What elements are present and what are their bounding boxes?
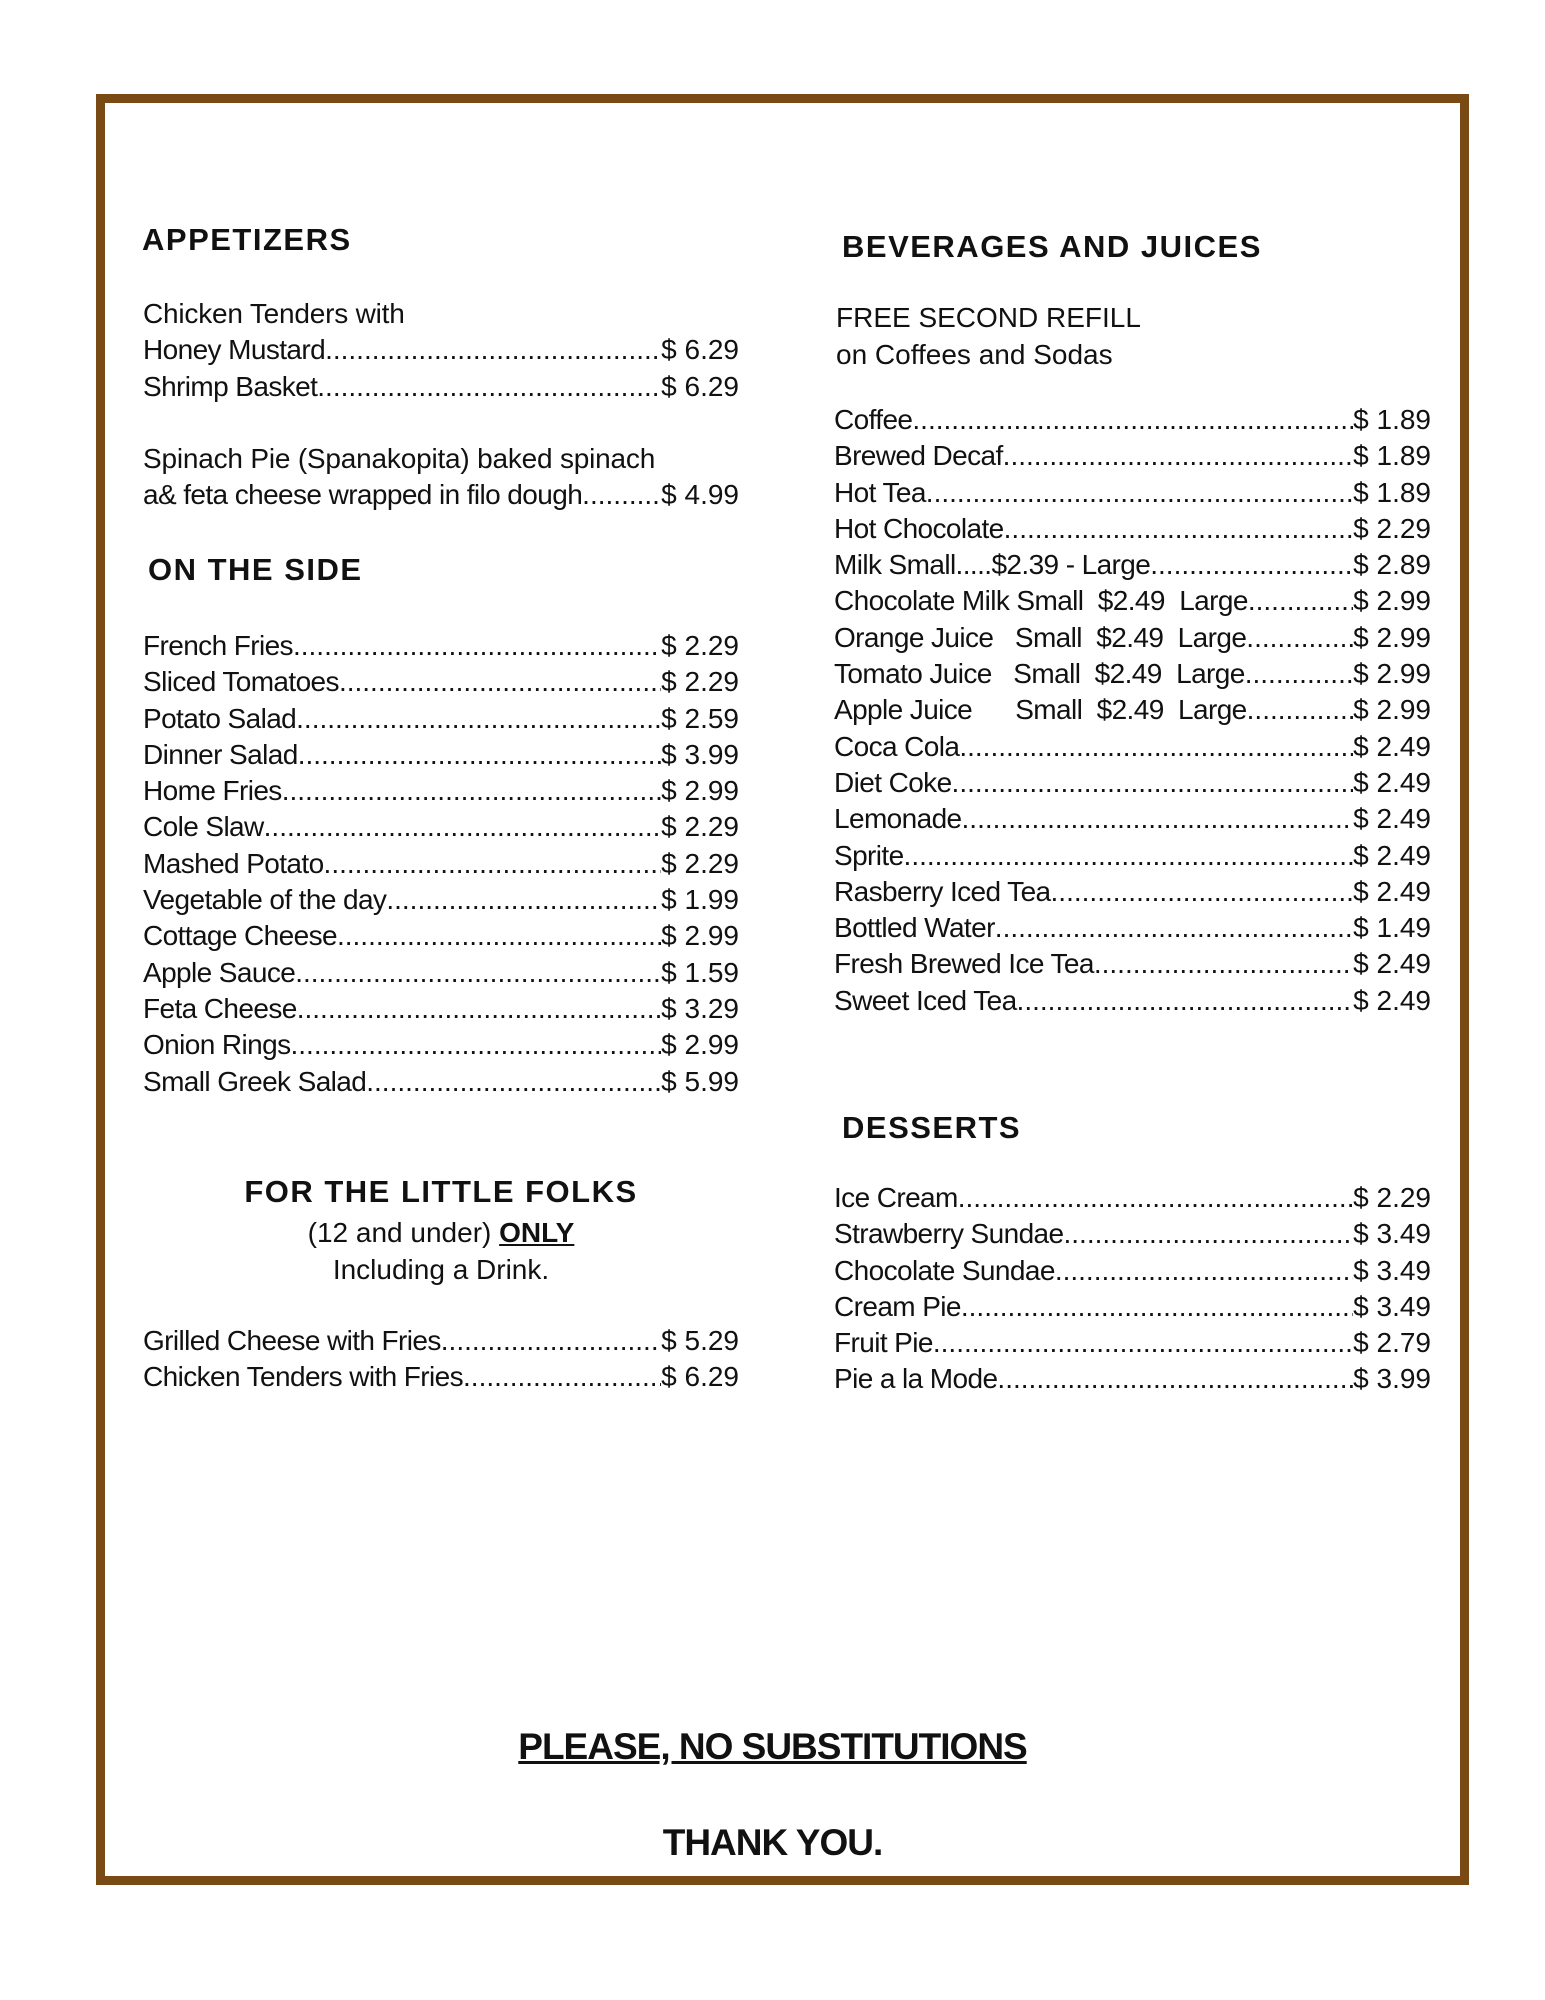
menu-item-name: Strawberry Sundae bbox=[834, 1218, 1064, 1250]
menu-item-name: Apple Sauce bbox=[143, 956, 296, 988]
dot-leader bbox=[933, 1325, 1353, 1361]
drink-note: Including a Drink. bbox=[332, 1254, 550, 1285]
menu-item bbox=[834, 838, 1431, 874]
beverages-heading: BEVERAGES AND JUICES bbox=[842, 229, 1262, 264]
menu-item-name: a& feta cheese wrapped in filo dough bbox=[143, 479, 583, 511]
appetizers-heading: APPETIZERS bbox=[142, 222, 352, 257]
on-the-side-heading: ON THE SIDE bbox=[148, 552, 363, 587]
menu-item bbox=[834, 438, 1431, 474]
menu-item-price: $ 2.29 bbox=[661, 630, 739, 661]
dot-leader bbox=[959, 729, 1353, 765]
dot-leader bbox=[1094, 946, 1353, 982]
menu-item bbox=[143, 477, 739, 513]
menu-item bbox=[834, 547, 1431, 583]
menu-item bbox=[143, 1359, 739, 1395]
menu-item-name: Onion Rings bbox=[143, 1029, 291, 1061]
dot-leader bbox=[952, 765, 1354, 801]
menu-item-price: $ 1.89 bbox=[1353, 440, 1431, 472]
menu-item-name: Brewed Decaf bbox=[834, 440, 1003, 472]
menu-item-price: $ 2.29 bbox=[661, 847, 739, 879]
dot-leader bbox=[264, 809, 661, 845]
menu-item bbox=[143, 701, 739, 737]
menu-item-price: $ 2.49 bbox=[1353, 766, 1431, 798]
menu-item-price: $ 6.29 bbox=[661, 370, 739, 402]
menu-item-price: $ 2.49 bbox=[1353, 984, 1431, 1016]
menu-item-name: Chocolate Milk Small $2.49 Large bbox=[834, 585, 1248, 617]
menu-item bbox=[834, 656, 1431, 692]
menu-item-name: Chocolate Sundae bbox=[834, 1254, 1055, 1286]
menu-item bbox=[834, 729, 1431, 765]
menu-item-price: $ 2.29 bbox=[1353, 512, 1431, 544]
menu-item-price: $ 3.99 bbox=[661, 738, 739, 770]
menu-item-name: Rasberry Iced Tea bbox=[834, 875, 1051, 907]
menu-item-price: $ 3.49 bbox=[1353, 1290, 1431, 1322]
dot-leader bbox=[1055, 1253, 1353, 1289]
menu-item bbox=[143, 628, 739, 664]
dot-leader bbox=[1004, 511, 1354, 547]
menu-item bbox=[834, 1325, 1431, 1361]
menu-item-price: $ 2.99 bbox=[661, 775, 739, 807]
menu-item-name: Cottage Cheese bbox=[143, 920, 337, 952]
menu-item-name: Vegetable of the day bbox=[143, 884, 387, 916]
thank-you-text: THANK YOU. bbox=[662, 1822, 883, 1863]
age-note: (12 and under) bbox=[307, 1217, 500, 1248]
refill-line: on Coffees and Sodas bbox=[836, 339, 1113, 370]
dot-leader bbox=[1063, 1216, 1353, 1252]
menu-item bbox=[143, 918, 739, 954]
menu-item-name: Fruit Pie bbox=[834, 1327, 933, 1359]
menu-item-price: $ 2.99 bbox=[661, 1029, 739, 1061]
menu-item-price: $ 1.49 bbox=[1353, 912, 1431, 944]
menu-item-price: $ 2.49 bbox=[1353, 875, 1431, 907]
desserts-list bbox=[834, 1180, 1431, 1398]
menu-item-name: Pie a la Mode bbox=[834, 1363, 998, 1395]
menu-item bbox=[143, 1064, 739, 1100]
appetizers-list bbox=[143, 296, 739, 513]
menu-item-price: $ 3.99 bbox=[1353, 1363, 1431, 1395]
menu-item-name: Grilled Cheese with Fries bbox=[143, 1325, 441, 1356]
menu-item-name: Potato Salad bbox=[143, 702, 297, 734]
menu-item-name: Coffee bbox=[834, 404, 913, 435]
menu-item bbox=[143, 809, 739, 845]
dot-leader bbox=[1248, 583, 1353, 619]
dot-leader bbox=[995, 910, 1353, 946]
dot-leader bbox=[1245, 656, 1353, 692]
menu-item-name: Sprite bbox=[834, 839, 904, 871]
dot-leader bbox=[1051, 874, 1354, 910]
menu-item bbox=[834, 402, 1431, 438]
menu-item-price: $ 1.59 bbox=[661, 956, 739, 988]
menu-item bbox=[143, 1027, 739, 1063]
menu-item bbox=[834, 1216, 1431, 1252]
menu-item-price: $ 2.99 bbox=[1353, 585, 1431, 617]
menu-item-name: Honey Mustard bbox=[143, 334, 326, 366]
menu-item-price: $ 2.29 bbox=[661, 666, 739, 698]
dot-leader bbox=[296, 701, 661, 737]
dot-leader bbox=[325, 332, 661, 368]
menu-item-name: Bottled Water bbox=[834, 912, 995, 944]
menu-item-name: Small Greek Salad bbox=[143, 1065, 367, 1097]
dot-leader bbox=[293, 628, 661, 664]
little-folks-heading: FOR THE LITTLE FOLKS bbox=[244, 1174, 638, 1209]
beverages-list bbox=[834, 402, 1431, 1019]
menu-item-name: Tomato Juice Small $2.49 Large bbox=[834, 658, 1245, 690]
menu-item-price: $ 2.99 bbox=[661, 920, 739, 952]
dot-leader bbox=[958, 1180, 1353, 1216]
menu-item-price: $ 3.49 bbox=[1353, 1218, 1431, 1250]
menu-item-price: $ 2.49 bbox=[1353, 948, 1431, 980]
menu-item bbox=[143, 773, 739, 809]
dot-leader bbox=[297, 991, 661, 1027]
menu-item-name: Chicken Tenders with Fries bbox=[143, 1361, 464, 1393]
menu-item-name: Apple Juice Small $2.49 Large bbox=[834, 694, 1247, 726]
menu-item bbox=[143, 991, 739, 1027]
no-substitutions-notice bbox=[0, 1726, 1545, 1768]
menu-item bbox=[834, 511, 1431, 547]
menu-item bbox=[143, 882, 739, 918]
dot-leader bbox=[339, 664, 661, 700]
menu-item-name: Sweet Iced Tea bbox=[834, 984, 1017, 1016]
on-the-side-list bbox=[143, 628, 739, 1100]
refill-note bbox=[836, 299, 1141, 373]
dot-leader bbox=[904, 838, 1354, 874]
menu-item-name: Ice Cream bbox=[834, 1182, 958, 1213]
menu-item-price: $ 2.79 bbox=[1353, 1327, 1431, 1359]
dot-leader bbox=[324, 846, 662, 882]
dot-leader bbox=[926, 475, 1353, 511]
menu-item-price: $ 6.29 bbox=[661, 334, 739, 366]
menu-item-name: Sliced Tomatoes bbox=[143, 666, 339, 698]
dot-leader bbox=[997, 1361, 1353, 1397]
dot-leader bbox=[1003, 438, 1353, 474]
dot-leader bbox=[1017, 983, 1354, 1019]
menu-item-name: Hot Chocolate bbox=[834, 512, 1004, 544]
dot-leader bbox=[1150, 547, 1353, 583]
menu-item bbox=[834, 1361, 1431, 1397]
menu-item-price: $ 2.29 bbox=[1353, 1182, 1431, 1213]
menu-item-price: $ 5.99 bbox=[661, 1065, 739, 1097]
menu-item bbox=[143, 332, 739, 368]
dot-leader bbox=[298, 737, 661, 773]
dot-leader bbox=[295, 955, 661, 991]
refill-line: FREE SECOND REFILL bbox=[836, 302, 1141, 333]
menu-item-price: $ 2.89 bbox=[1353, 549, 1431, 581]
menu-item-price: $ 2.49 bbox=[1353, 839, 1431, 871]
menu-item-name: Orange Juice Small $2.49 Large bbox=[834, 621, 1247, 653]
menu-item bbox=[834, 1289, 1431, 1325]
menu-item-name: Mashed Potato bbox=[143, 847, 324, 879]
menu-item bbox=[834, 946, 1431, 982]
menu-item-price: $ 1.89 bbox=[1353, 404, 1431, 435]
menu-item-price: $ 6.29 bbox=[661, 1361, 739, 1393]
menu-item-name: Fresh Brewed Ice Tea bbox=[834, 948, 1094, 980]
menu-item bbox=[834, 801, 1431, 837]
menu-item-name: Feta Cheese bbox=[143, 992, 297, 1024]
little-folks-list bbox=[143, 1323, 739, 1396]
menu-item-price: $ 1.99 bbox=[661, 884, 739, 916]
menu-item bbox=[834, 1180, 1431, 1216]
menu-item-name: French Fries bbox=[143, 630, 293, 661]
menu-item-price: $ 5.29 bbox=[661, 1325, 739, 1356]
dot-leader bbox=[290, 1027, 661, 1063]
menu-item bbox=[143, 369, 739, 405]
dot-leader bbox=[463, 1359, 661, 1395]
menu-item bbox=[143, 1323, 739, 1359]
menu-item-name-line: Spinach Pie (Spanakopita) baked spinach bbox=[143, 442, 656, 474]
menu-item bbox=[834, 983, 1431, 1019]
menu-item-name: Cream Pie bbox=[834, 1290, 961, 1322]
menu-item-name: Cole Slaw bbox=[143, 811, 264, 843]
menu-item-name: Lemonade bbox=[834, 803, 962, 835]
menu-item bbox=[834, 874, 1431, 910]
menu-item-name: Coca Cola bbox=[834, 730, 960, 762]
menu-item-price: $ 2.49 bbox=[1353, 730, 1431, 762]
menu-item bbox=[834, 910, 1431, 946]
menu-item-name: Shrimp Basket bbox=[143, 370, 318, 402]
dot-leader bbox=[962, 801, 1354, 837]
menu-item-name: Hot Tea bbox=[834, 476, 926, 508]
menu-item bbox=[143, 955, 739, 991]
menu-item bbox=[834, 475, 1431, 511]
menu-item-price: $ 1.89 bbox=[1353, 476, 1431, 508]
menu-item-price: $ 4.99 bbox=[661, 479, 739, 511]
menu-item-price: $ 3.29 bbox=[661, 992, 739, 1024]
dot-leader bbox=[282, 773, 661, 809]
dot-leader bbox=[1246, 620, 1353, 656]
dot-leader bbox=[961, 1289, 1353, 1325]
menu-item bbox=[834, 583, 1431, 619]
desserts-heading: DESSERTS bbox=[842, 1110, 1022, 1145]
menu-item-price: $ 2.29 bbox=[661, 811, 739, 843]
menu-item-name: Diet Coke bbox=[834, 766, 952, 798]
dot-leader bbox=[1247, 692, 1353, 728]
menu-item-price: $ 2.99 bbox=[1353, 694, 1431, 726]
dot-leader bbox=[912, 402, 1353, 438]
menu-item-price: $ 3.49 bbox=[1353, 1254, 1431, 1286]
dot-leader bbox=[317, 369, 661, 405]
dot-leader bbox=[386, 882, 661, 918]
dot-leader bbox=[337, 918, 661, 954]
menu-item bbox=[834, 692, 1431, 728]
menu-item-price: $ 2.99 bbox=[1353, 621, 1431, 653]
menu-item-name: Home Fries bbox=[143, 775, 282, 807]
menu-item-price: $ 2.49 bbox=[1353, 803, 1431, 835]
menu-item bbox=[834, 620, 1431, 656]
dot-leader bbox=[582, 477, 661, 513]
menu-item bbox=[143, 664, 739, 700]
menu-item bbox=[834, 765, 1431, 801]
menu-item bbox=[834, 1253, 1431, 1289]
only-emphasis: ONLY bbox=[499, 1217, 575, 1248]
menu-item bbox=[143, 846, 739, 882]
menu-item-price: $ 2.59 bbox=[661, 702, 739, 734]
menu-item-name-line: Chicken Tenders with bbox=[143, 298, 405, 329]
no-substitutions-text: PLEASE, NO SUBSTITUTIONS bbox=[518, 1726, 1027, 1767]
dot-leader bbox=[441, 1323, 661, 1359]
menu-item-price: $ 2.99 bbox=[1353, 658, 1431, 690]
dot-leader bbox=[366, 1064, 661, 1100]
menu-item-name: Dinner Salad bbox=[143, 738, 298, 770]
little-folks-note bbox=[143, 1214, 739, 1288]
menu-item-name: Milk Small.....$2.39 - Large bbox=[834, 549, 1151, 581]
menu-item bbox=[143, 737, 739, 773]
